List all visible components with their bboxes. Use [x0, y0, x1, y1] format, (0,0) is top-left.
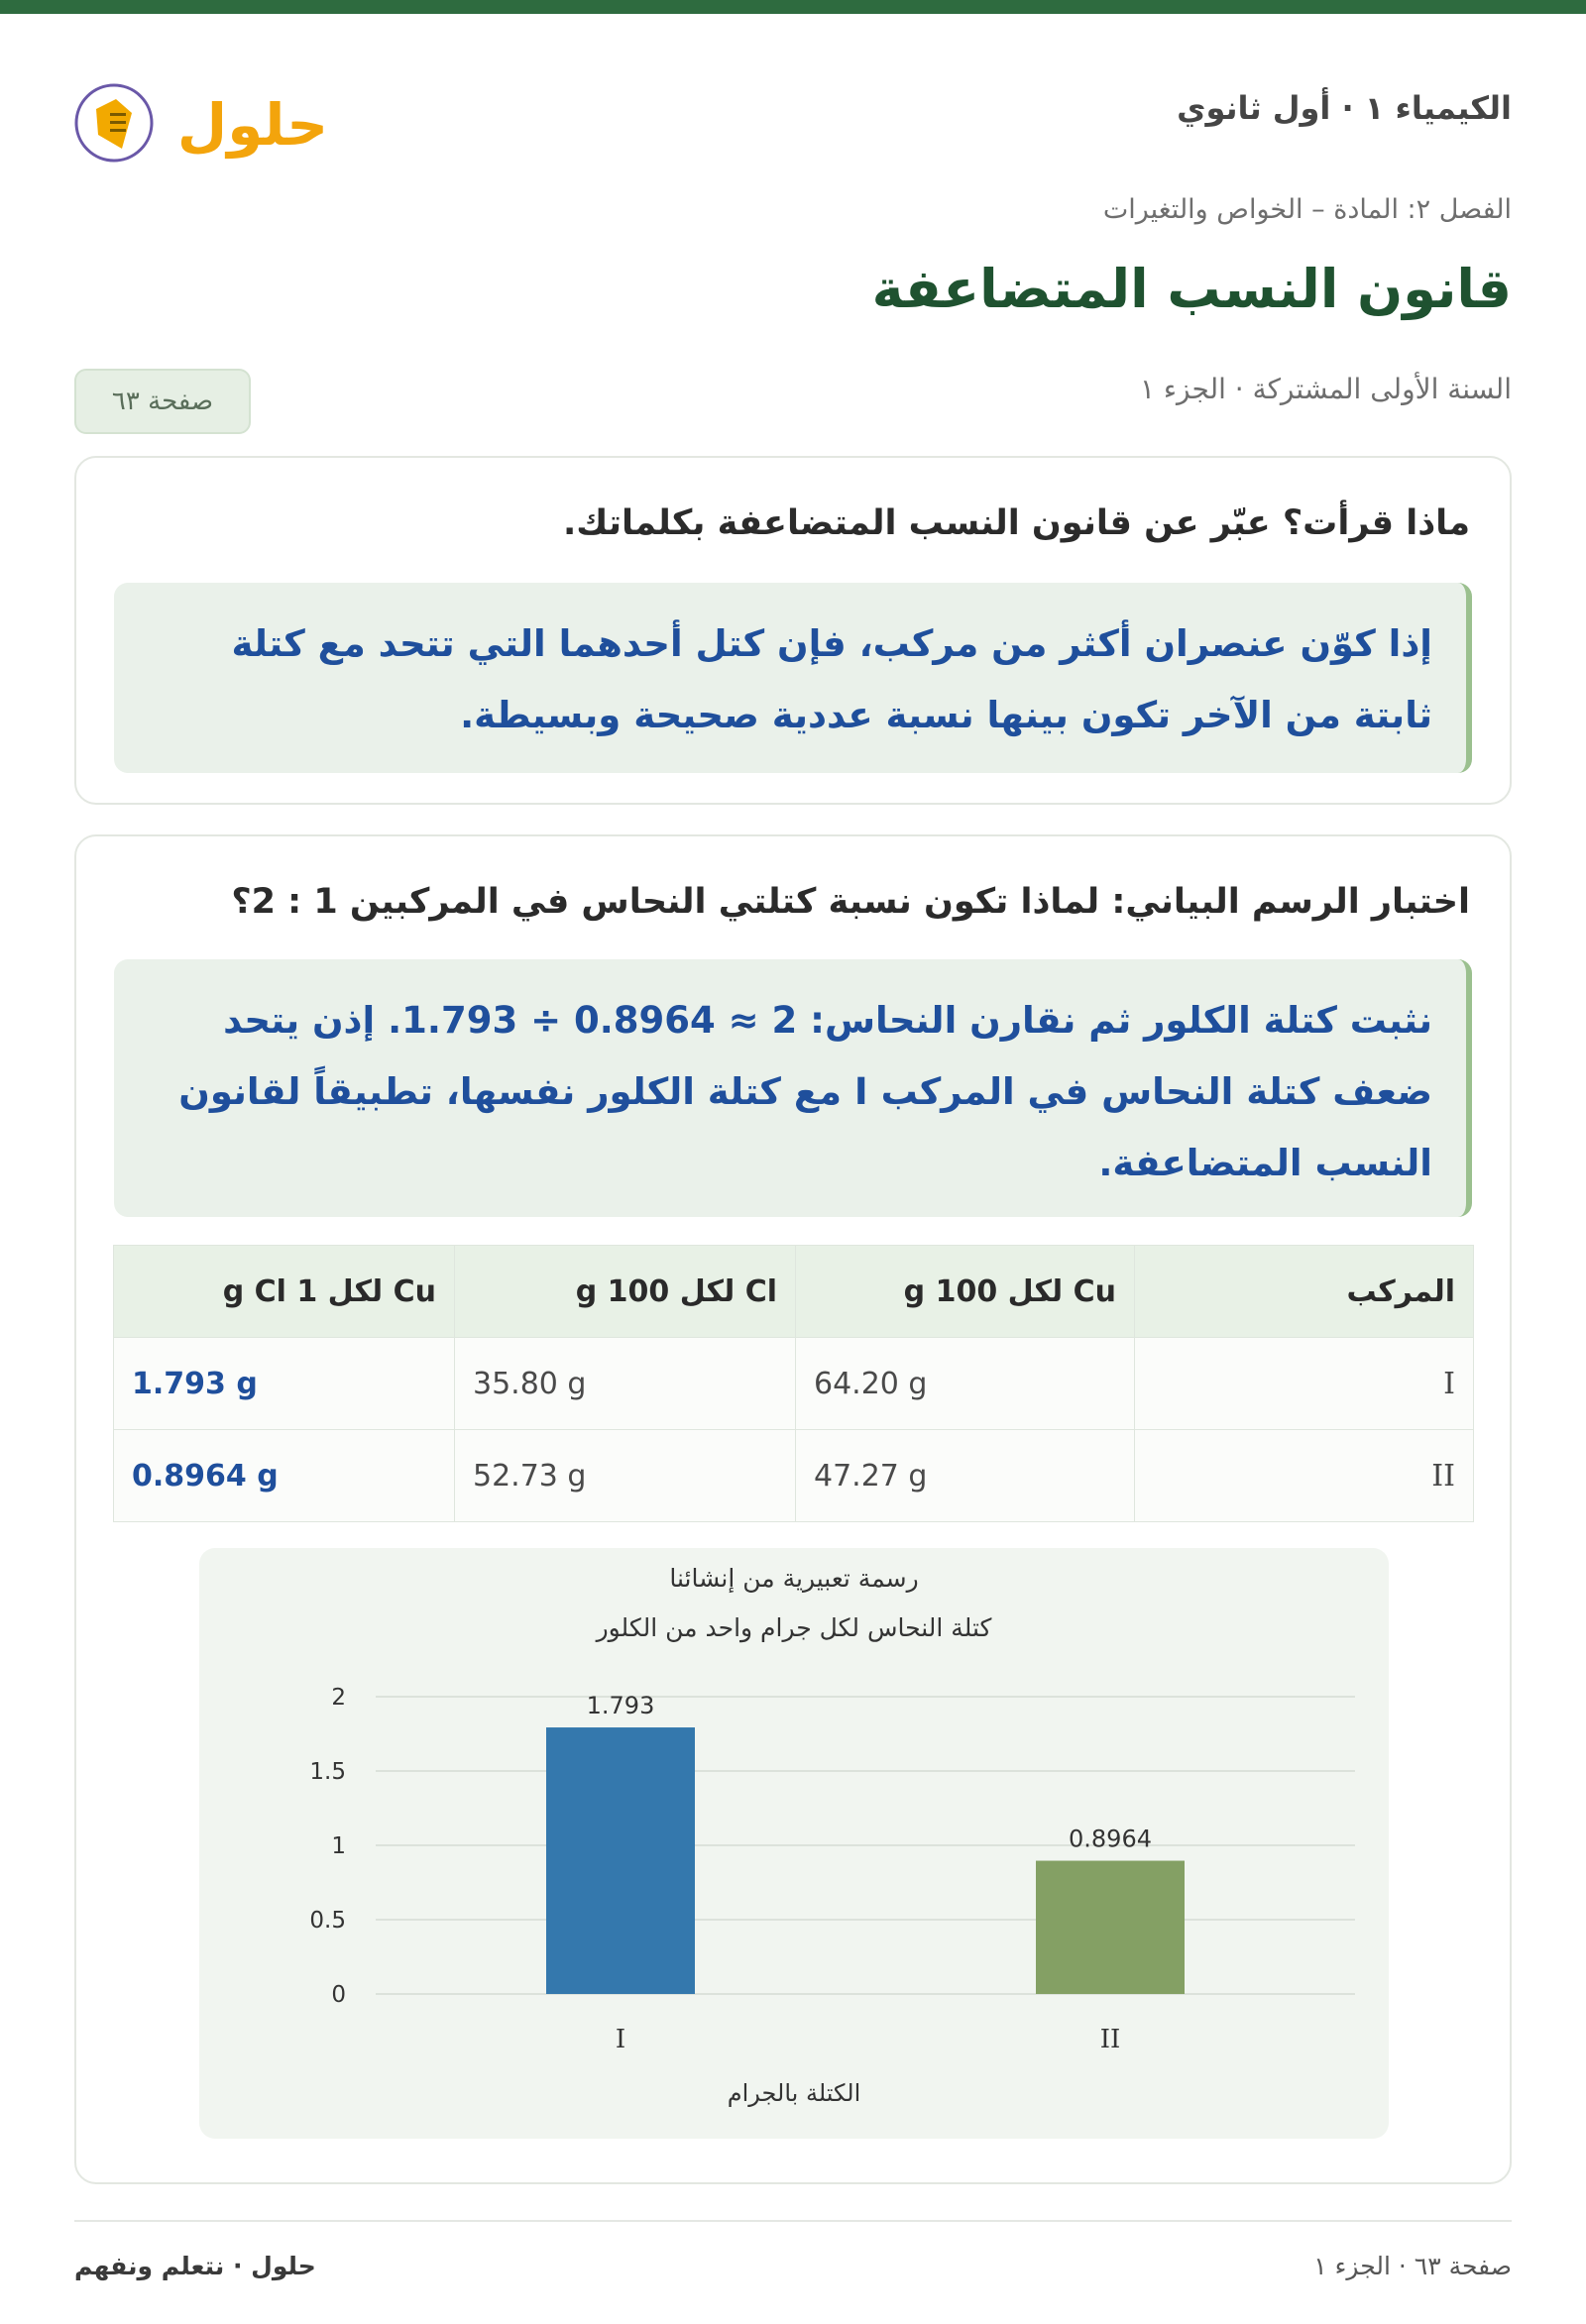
answer-box: نثبت كتلة الكلور ثم نقارن النحاس: 2 ≈ 0.8964 ÷ 1.793. إذن يتحد ضعف كتلة النحاس في المركب I مع كتلة الكلور نفسها، تطبيقاً لقانون النسب المتضاعفة.	[114, 959, 1472, 1217]
course-title: الكيمياء ١ · أول ثانوي	[1177, 89, 1512, 127]
bar	[546, 1727, 695, 1994]
chart-x-axis-label: الكتلة بالجرام	[727, 2079, 861, 2107]
x-tick-label: I	[615, 2025, 626, 2054]
table-row	[114, 1338, 1474, 1430]
bar-chart	[199, 1548, 1389, 2139]
y-tick-label: 2	[331, 1685, 346, 1711]
chapter-label: الفصل ٢: المادة – الخواص والتغيرات	[1102, 194, 1512, 225]
chart-plot	[199, 1548, 1389, 2139]
y-tick-label: 0.5	[309, 1908, 346, 1934]
y-tick-label: 0	[331, 1982, 346, 2008]
logo-wordmark: حلول	[176, 91, 329, 159]
table-cell: II	[1135, 1430, 1474, 1522]
footer-divider	[74, 2220, 1512, 2222]
hulool-logo[interactable]	[74, 69, 332, 172]
book-meta: السنة الأولى المشتركة · الجزء ١	[1139, 373, 1512, 405]
top-accent-bar	[0, 0, 1586, 14]
table-cell: 52.73 g	[455, 1430, 796, 1522]
column-header: Cu لكل 100 g	[796, 1246, 1135, 1338]
data-label: 0.8964	[1069, 1825, 1152, 1853]
table-cell: 64.20 g	[796, 1338, 1135, 1430]
question-card-1	[74, 456, 1512, 805]
page-header	[0, 14, 1586, 450]
question-text: ماذا قرأت؟ عبّر عن قانون النسب المتضاعفة بكلماتك.	[563, 503, 1470, 543]
table-header-row	[114, 1246, 1474, 1338]
footer-page-info: صفحة ٦٣ · الجزء ١	[1313, 2252, 1512, 2280]
page-title: قانون النسب المتضاعفة	[871, 258, 1512, 320]
table-cell: 0.8964 g	[114, 1430, 455, 1522]
y-tick-label: 1.5	[309, 1759, 346, 1785]
table-cell: 1.793 g	[114, 1338, 455, 1430]
table-row	[114, 1430, 1474, 1522]
column-header: المركب	[1135, 1246, 1474, 1338]
footer-brand[interactable]: حلول · نتعلم ونفهم	[74, 2252, 316, 2280]
column-header: Cl لكل 100 g	[455, 1246, 796, 1338]
question-text: اختبار الرسم البياني: لماذا تكون نسبة كتلتي النحاس في المركبين 1 : 2؟	[231, 882, 1470, 922]
table-cell: 47.27 g	[796, 1430, 1135, 1522]
chart-title: رسمة تعبيرية من إنشائنا	[669, 1564, 919, 1593]
data-label: 1.793	[586, 1692, 655, 1720]
page-number-badge: صفحة ٦٣	[74, 369, 251, 434]
x-tick-label: II	[1099, 2025, 1121, 2054]
column-header: Cu لكل 1 g Cl	[114, 1246, 455, 1338]
bar	[1036, 1861, 1185, 1994]
y-tick-label: 1	[331, 1833, 346, 1859]
data-table	[114, 1245, 1474, 1522]
answer-box: إذا كوّن عنصران أكثر من مركب، فإن كتل أحدهما التي تتحد مع كتلة ثابتة من الآخر تكون بينها نسبة عددية صحيحة وبسيطة.	[114, 583, 1472, 773]
question-card-2	[74, 834, 1512, 2184]
table-cell: I	[1135, 1338, 1474, 1430]
table-cell: 35.80 g	[455, 1338, 796, 1430]
chart-subtitle: كتلة النحاس لكل جرام واحد من الكلور	[596, 1613, 992, 1642]
